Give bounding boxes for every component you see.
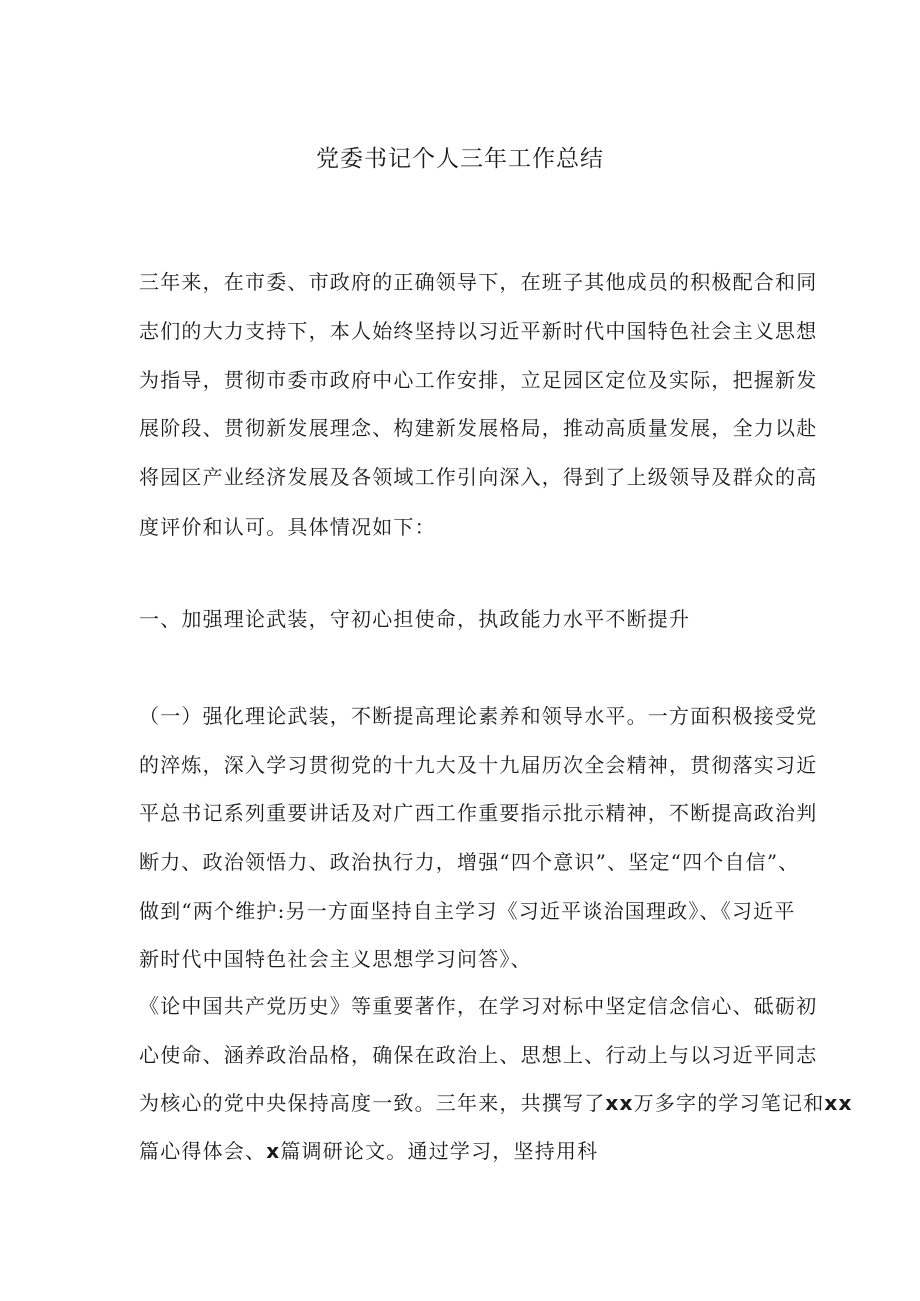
body-line: [139, 1088, 853, 1118]
body-text: 篇调研论文。通过学习，坚持用科: [280, 1139, 599, 1163]
intro-line: 三年来，在市委、市政府的正确领导下，在班子其他成员的积极配合和同: [139, 270, 818, 294]
intro-line: 度评价和认可。具体情况如下：: [139, 515, 436, 539]
placeholder-xx: xx: [605, 1091, 634, 1115]
intro-line: 将园区产业经济发展及各领域工作引向深入，得到了上级领导及群众的高: [139, 465, 818, 489]
body-line: 的淬炼，深入学习贯彻党的十九大及十九届历次全会精神，贯彻落实习近: [139, 753, 818, 777]
body-line: 心使命、涵养政治品格，确保在政治上、思想上、行动上与以习近平同志: [139, 1043, 818, 1067]
body-line: 断力、政治领悟力、政治执行力，增强“四个意识”、坚定“四个自信”、: [139, 850, 800, 874]
placeholder-x: x: [266, 1139, 281, 1163]
body-line: 《论中国共产党历史》等重要著作，在学习对标中坚定信念信心、砥砺初: [139, 994, 818, 1018]
body-text: 为核心的党中央保持高度一致。三年来，共撰写了: [139, 1091, 606, 1115]
body-text: 篇心得体会、: [139, 1139, 267, 1163]
body-line: [139, 1136, 598, 1166]
intro-line: 为指导，贯彻市委市政府中心工作安排，立足园区定位及实际，把握新发: [139, 368, 818, 392]
section-heading: 一、加强理论武装，守初心担使命，执政能力水平不断提升: [139, 607, 691, 631]
placeholder-xx: xx: [824, 1091, 853, 1115]
intro-line: 展阶段、贯彻新发展理念、构建新发展格局，推动高质量发展，全力以赴: [139, 416, 818, 440]
body-line: （一）强化理论武装，不断提高理论素养和领导水平。一方面积极接受党: [139, 704, 818, 728]
body-line: 平总书记系列重要讲话及对广西工作重要指示批示精神，不断提高政治判: [139, 801, 818, 825]
body-line: 新时代中国特色社会主义思想学习问答》、: [139, 947, 532, 971]
body-line: 做到“两个维护:另一方面坚持自主学习《习近平谈治国理政》、《习近平: [139, 899, 796, 923]
intro-line: 志们的大力支持下，本人始终坚持以习近平新时代中国特色社会主义思想: [139, 319, 818, 343]
body-text: 万多字的学习笔记和: [633, 1091, 825, 1115]
document-title: 党委书记个人三年工作总结: [316, 146, 604, 172]
